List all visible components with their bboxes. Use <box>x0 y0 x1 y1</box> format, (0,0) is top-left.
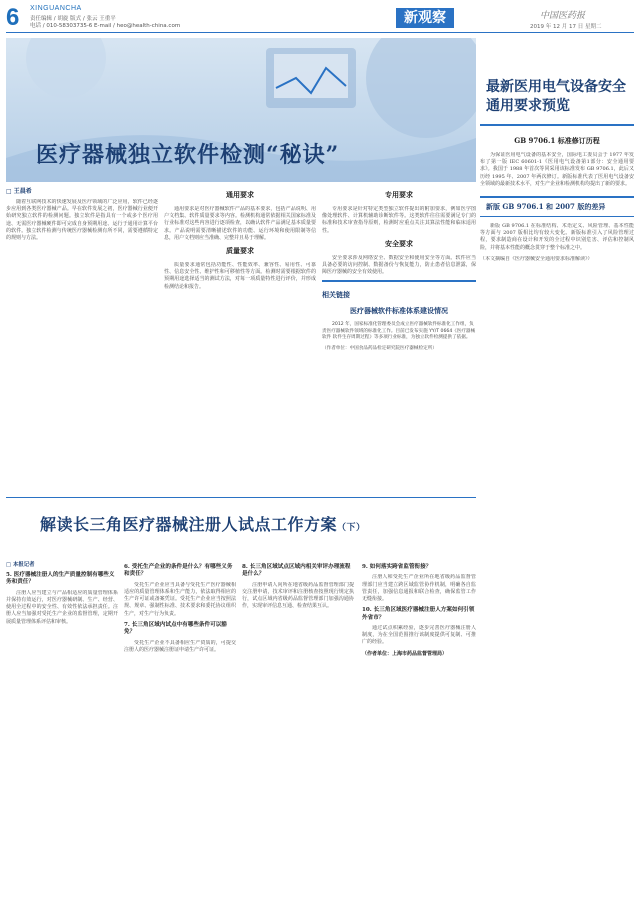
security-text: 安全要求涉及网络安全、数据安全和使用安全等方面。软件应当具备必要的访问控制、数据备份与恢复能力，防止患者信息泄露，保障医疗器械的安全有效使用。 <box>322 254 476 276</box>
heading-quality: 质量要求 <box>226 246 254 256</box>
second-article-title-text: 解读长三角医疗器械注册人试点工作方案 <box>40 515 338 534</box>
question-8: 8. 长三角区域试点区域内相关审评办理流程是什么？ <box>242 564 351 578</box>
main-article-column-3 <box>322 186 476 490</box>
right-column <box>480 38 634 900</box>
masthead-rule <box>6 32 634 33</box>
answer-6: 受托生产企业应当具备与受托生产医疗器械相适应的质量管理体系和生产能力，依法取得相应的生产许可证或备案凭证。受托生产企业应当按照法规、规章、强制性标准、技术要求和委托协议组织生产，对生产行为负责。 <box>124 581 236 617</box>
second-article-column-2 <box>124 560 236 900</box>
special-text: 专用要求是针对特定类型独立软件提出的附加要求，例如医学图像处理软件、计算机辅助诊断软件等。这类软件往往需要满足专门的标准和技术审查指导原则，检测时应重点关注其算法性能和临床适用性。 <box>322 206 476 234</box>
second-article-column-4 <box>362 560 476 900</box>
question-5: 5. 医疗器械注册人的生产质量控制有哪些义务和责任？ <box>6 572 115 586</box>
reporter-label: □ 本报记者 <box>6 562 35 568</box>
question-10: 10. 长三角区域医疗器械注册人方案如何引领外省市？ <box>362 607 475 621</box>
answer-7: 受托生产企业不具备相应生产资质的，可提交注册人的医疗器械注册证申请生产许可证。 <box>124 639 236 653</box>
answer-8: 注册申请人向所在地省级药品监督管理部门提交注册申请，技术审评和注册核查按照现行规定执行，试点区域内省级药品监督管理部门加强沟通协作，实现审评信息互通、检查结果互认。 <box>242 581 354 610</box>
related-label: 相关链接 <box>322 286 350 304</box>
general-text: 通用要求是对医疗器械软件产品的基本要求，包括产品说明、用户文档集、软件质量要求等内容。检测机构通常依据相关国家标准及行业标准对这些内容进行逐项检查，以确认软件产品满足基本质量要求。产品说明需要清晰描述软件的功能、运行环境和使用限制等信息，用户文档则应当准确、完整并且易于理解。 <box>164 206 316 241</box>
related-title: 医疗器械软件标准体系建设情况 <box>350 306 448 316</box>
second-article-title <box>40 512 366 535</box>
right-text-2: 新版 GB 9706.1 在标准结构、术语定义、风险管理、基本性能等方面与 2007 版相比均有较大变化。新版标准引入了风险管理过程，要求制造商在设计和开发的全过程中识别危害、评估和控制风险，并将基本性能的概念贯穿于整个标准之中。 <box>480 223 634 251</box>
related-note: （作者单位：中国食品药品检定研究院医疗器械检定所） <box>322 345 437 351</box>
paper-name: 中国医药报 <box>540 11 586 21</box>
main-article-author: □ 王晨希 <box>6 188 32 195</box>
main-article-intro: 随着互联网技术的快速发展及医疗领域的广泛应用，软件已经逐步应用到各类医疗器械产品。早在软件发展之初，医疗器械行业便开始研究独立软件的检测问题。独立软件是指具有一个或多个医疗用途、无需医疗器械硬件即可完成自身预期用途、运行于通用计算平台的软件。独立软件检测与传统医疗器械检测有所不同，需要遵循特定的规则与方法。 <box>6 199 158 242</box>
answer-10: 通过试点积累经验，逐步完善医疗器械注册人制度，为在全国范围推行该制度提供可复制、可推广的经验。 <box>362 625 476 646</box>
right-source: （本文摘编自《医疗器械安全通用要求标准解读》） <box>480 255 593 262</box>
second-article-author: （作者单位：上海市药品监督管理局） <box>362 650 448 657</box>
second-article-column-3 <box>242 560 354 900</box>
quality-text: 质量要求通常包括功能性、性能效率、兼容性、易用性、可靠性、信息安全性、维护性和可移植性等方面。检测时需要根据软件的预期用途选择适当的测试方法，对每一项质量特性进行评价，并形成检测结论和报告。 <box>164 262 316 290</box>
second-article-title-suffix: （下） <box>337 523 366 533</box>
article-banner <box>6 38 476 182</box>
main-article-column-1 <box>6 186 158 490</box>
question-7: 7. 长三角区域内试点中有哪些条件可以豁免？ <box>124 621 227 636</box>
heading-general: 通用要求 <box>226 190 254 199</box>
second-article-rule <box>6 497 476 498</box>
right-subhead: GB 9706.1 标准修订历程 <box>514 136 600 145</box>
masthead <box>0 0 640 34</box>
answer-5: 注册人应当建立与产品相适应的质量管理体系并保持有效运行，对医疗器械研制、生产、经营、使用全过程中的安全性、有效性依法承担责任。注册人应当加强对受托生产企业的监督管理，定期开展质量管理体系评估和审核。 <box>6 589 118 625</box>
section-brand-en: XINGUANCHA <box>30 5 82 12</box>
contact-line: 电话 / 010-58303735-6 E-mail / heo@health-china.com <box>30 23 181 29</box>
section-tag: 新观察 <box>396 8 454 28</box>
right-text-1: 为保证医用电气设备的基本安全，国际电工委员会于 1977 年发布了第一版 IEC 60601-1《医用电气设备第1部分：安全通用要求》。我国于 1988 年首次等同采用该标准发布 GB 9706.1，此后又历经 1995 年、2007 年两次修订。新版标准代表了医用电气设备安全领域的最新技术水平，对生产企业和检测机构均提出了新的要求。 <box>480 152 634 187</box>
editors-line: 责任编辑 / 胡旋 版式 / 张云 王重平 <box>30 16 116 22</box>
right-headline-rule <box>480 124 634 126</box>
main-article-column-2 <box>164 186 316 490</box>
heading-security: 安全要求 <box>385 238 413 248</box>
related-body: 2012 年，国家标准化管理委员会成立医疗器械软件标准化工作组，负责医疗器械软件领域的标准化工作。目前已发布实施 YY/T 0664《医疗器械软件 软件生存周期过程》等多项行业标准，为独立软件检测提供了依据。 <box>322 322 476 341</box>
heading-special: 专用要求 <box>385 190 413 199</box>
right-headline: 最新医用电气设备安全通用要求预览 <box>486 79 626 114</box>
answer-9: 注册人和受托生产企业所在地省级药品监督管理部门应当建立跨区域监管协作机制，明确各自监管责任，加强信息通报和联合检查，确保监管工作无缝衔接。 <box>362 574 476 603</box>
question-6: 6. 受托生产企业的条件是什么？有哪些义务和责任？ <box>124 564 233 578</box>
page-number: 6 <box>6 4 20 31</box>
related-link-box <box>322 280 476 352</box>
second-article-column-1 <box>6 560 118 900</box>
right-subhead-diff: 新版 GB 9706.1 和 2007 版的差异 <box>480 196 634 217</box>
issue-date: 2019 年 12 月 17 日 星期二 <box>530 24 602 30</box>
main-article-title: 医疗器械独立软件检测“秘诀” <box>36 142 340 168</box>
question-9: 9. 如何落实跨省监管衔接？ <box>362 564 432 570</box>
